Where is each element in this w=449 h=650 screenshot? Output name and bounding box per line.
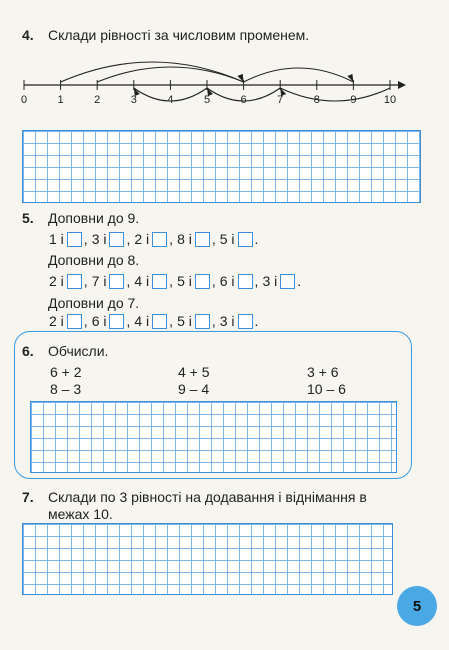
fill-in-item	[92, 313, 135, 329]
number-line	[0, 50, 449, 130]
fill-in-item	[92, 231, 135, 247]
fill-in-label: 4 і	[134, 273, 150, 289]
fill-in-separator: ,	[211, 313, 216, 329]
fill-in-separator: ,	[126, 231, 131, 247]
task6-expression: 10 – 6	[307, 381, 346, 397]
fill-in-label: 7 і	[91, 273, 107, 289]
task6-expression: 3 + 6	[307, 364, 339, 380]
fill-in-item	[49, 313, 92, 329]
answer-box[interactable]	[238, 314, 253, 329]
answer-box[interactable]	[67, 274, 82, 289]
fill-in-item	[177, 273, 220, 289]
task6-instruction: Обчисли.	[48, 343, 109, 359]
answer-box[interactable]	[152, 274, 167, 289]
fill-in-separator: .	[254, 313, 259, 329]
fill-in-separator: ,	[254, 273, 259, 289]
task7-number: 7.	[22, 489, 34, 505]
answer-box[interactable]	[152, 232, 167, 247]
fill-in-item	[49, 273, 92, 289]
fill-in-item	[177, 313, 220, 329]
number-line-label: 4	[167, 94, 174, 106]
fill-in-label: 5 і	[219, 231, 235, 247]
number-line-arc-above	[97, 67, 243, 82]
fill-in-label: 3 і	[91, 231, 107, 247]
task7-instruction-line1: Склади по 3 рівності на додавання і віднімання в	[48, 489, 367, 505]
task6-expression: 4 + 5	[178, 364, 210, 380]
number-line-arrowhead	[398, 81, 406, 89]
answer-box[interactable]	[67, 314, 82, 329]
answer-box[interactable]	[238, 274, 253, 289]
fill-in-label: 2 і	[49, 313, 64, 329]
fill-in-item	[220, 273, 263, 289]
number-line-label: 7	[277, 94, 284, 106]
task4-number: 4.	[22, 27, 34, 43]
number-line-arc-above	[244, 68, 354, 82]
number-line-label: 0	[20, 94, 28, 106]
fill-in-separator: ,	[169, 313, 174, 329]
answer-box[interactable]	[152, 314, 167, 329]
fill-in-separator: .	[297, 273, 302, 289]
answer-box[interactable]	[280, 274, 295, 289]
fill-in-label: 3 і	[262, 273, 278, 289]
task5-row-9	[49, 231, 262, 247]
task4-instruction: Склади рівності за числовим променем.	[48, 27, 310, 43]
answer-box[interactable]	[109, 274, 124, 289]
fill-in-separator: ,	[169, 273, 174, 289]
fill-in-label: 8 і	[177, 231, 192, 247]
fill-in-label: 3 і	[219, 313, 235, 329]
fill-in-item	[134, 231, 177, 247]
answer-box[interactable]	[67, 232, 82, 247]
number-line-arcs	[61, 62, 390, 101]
fill-in-separator: .	[254, 231, 259, 247]
fill-in-item	[92, 273, 135, 289]
fill-in-separator: ,	[169, 231, 174, 247]
fill-in-separator: ,	[83, 231, 88, 247]
answer-box[interactable]	[195, 232, 210, 247]
fill-in-separator: ,	[126, 313, 131, 329]
answer-box[interactable]	[195, 314, 210, 329]
task5-heading-9: Доповни до 9.	[48, 210, 140, 226]
fill-in-item	[49, 231, 92, 247]
number-line-label: 3	[130, 94, 137, 106]
task5-number: 5.	[22, 210, 34, 226]
task6-answer-grid[interactable]	[30, 401, 397, 473]
fill-in-item	[134, 273, 177, 289]
task6-number: 6.	[22, 343, 34, 359]
fill-in-label: 5 і	[177, 313, 192, 329]
task7-answer-grid[interactable]	[22, 523, 393, 595]
number-line-label: 5	[203, 94, 211, 106]
fill-in-item	[134, 313, 177, 329]
fill-in-separator: ,	[211, 231, 216, 247]
fill-in-label: 4 і	[134, 313, 150, 329]
task6-expression: 6 + 2	[50, 364, 82, 380]
fill-in-label: 2 і	[134, 231, 150, 247]
fill-in-label: 2 і	[49, 273, 64, 289]
fill-in-label: 5 і	[177, 273, 192, 289]
number-line-label: 1	[57, 94, 64, 106]
fill-in-item	[220, 313, 263, 329]
fill-in-separator: ,	[83, 313, 88, 329]
task5-row-7	[49, 313, 262, 329]
fill-in-item	[262, 273, 305, 289]
fill-in-separator: ,	[211, 273, 216, 289]
page-number-badge	[397, 586, 437, 626]
task7-instruction-line2: межах 10.	[48, 506, 113, 522]
number-line-label: 10	[383, 94, 397, 106]
answer-box[interactable]	[238, 232, 253, 247]
number-line-label: 8	[313, 94, 320, 106]
answer-box[interactable]	[109, 232, 124, 247]
task6-expression: 9 – 4	[178, 381, 210, 397]
answer-box[interactable]	[195, 274, 210, 289]
task5-heading-7: Доповни до 7.	[48, 295, 140, 311]
fill-in-separator: ,	[83, 273, 88, 289]
task6-expression: 8 – 3	[50, 381, 82, 397]
fill-in-separator: ,	[126, 273, 131, 289]
task5-heading-8: Доповни до 8.	[48, 252, 140, 268]
number-line-arc-below	[280, 88, 390, 101]
task4-answer-grid[interactable]	[22, 130, 421, 203]
page-number: 5	[412, 597, 422, 615]
fill-in-label: 6 і	[219, 273, 235, 289]
fill-in-item	[177, 231, 220, 247]
fill-in-label: 6 і	[91, 313, 107, 329]
fill-in-item	[220, 231, 263, 247]
number-line-label: 6	[240, 94, 247, 106]
number-line-label: 9	[350, 94, 357, 106]
answer-box[interactable]	[109, 314, 124, 329]
fill-in-label: 1 і	[49, 231, 64, 247]
task5-row-8	[49, 273, 305, 289]
number-line-label: 2	[94, 94, 101, 106]
number-line-arc-above	[61, 62, 244, 82]
